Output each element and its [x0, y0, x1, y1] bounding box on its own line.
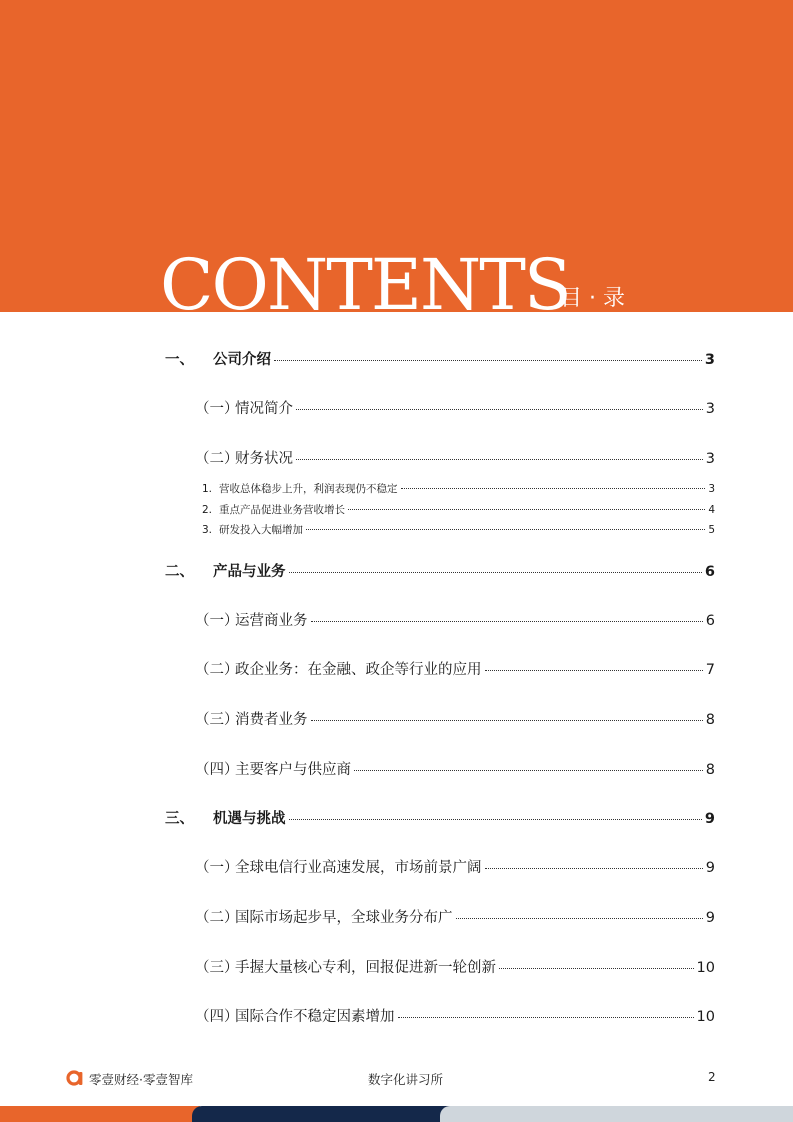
toc-entry-number: 1.	[202, 483, 213, 495]
toc-leader-dots	[499, 968, 694, 969]
toc-leader-dots	[289, 572, 702, 573]
toc-entry-page: 8	[705, 762, 715, 778]
toc-entry[interactable]	[165, 348, 715, 369]
toc-entry-number: （三）	[195, 960, 239, 976]
toc-entry-label: 主要客户与供应商	[235, 762, 351, 778]
toc-leader-dots	[296, 409, 703, 410]
toc-entry-label: 国际市场起步早，全球业务分布广	[235, 910, 453, 926]
toc-entry-label: 研发投入大幅增加	[219, 524, 303, 536]
toc-entry-label: 营收总体稳步上升，利润表现仍不稳定	[219, 483, 398, 495]
toc-entry-label: 重点产品促进业务营收增长	[219, 504, 345, 516]
toc-entry[interactable]	[195, 609, 715, 630]
toc-entry-page: 3	[705, 401, 715, 417]
toc-entry[interactable]	[202, 522, 715, 537]
toc-entry-label: 国际合作不稳定因素增加	[235, 1009, 395, 1025]
toc-leader-dots	[289, 819, 702, 820]
toc-entry-page: 4	[708, 504, 715, 516]
toc-entry-label: 情况简介	[235, 401, 293, 417]
toc-entry-label: 手握大量核心专利，回报促进新一轮创新	[235, 960, 496, 976]
footer-strip-orange	[0, 1106, 200, 1122]
footer-brand: 零壹财经·零壹智库	[89, 1072, 193, 1087]
toc-entry-page: 3	[705, 451, 715, 467]
toc-entry[interactable]	[195, 906, 715, 927]
toc-entry-number: （二）	[195, 662, 239, 678]
contents-subtitle-cn: 目 · 录	[560, 286, 625, 311]
toc-entry-label: 财务状况	[235, 451, 293, 467]
toc-entry-number: 三、	[165, 811, 194, 827]
toc-entry-label: 全球电信行业高速发展，市场前景广阔	[235, 860, 482, 876]
toc-entry-number: （二）	[195, 451, 239, 467]
toc-entry[interactable]	[195, 956, 715, 977]
toc-entry-page: 3	[708, 483, 715, 495]
toc-entry-label: 消费者业务	[235, 712, 308, 728]
toc-entry-page: 8	[705, 712, 715, 728]
toc-leader-dots	[485, 670, 703, 671]
toc-entry-number: （三）	[195, 712, 239, 728]
toc-leader-dots	[354, 770, 703, 771]
footer-strip-navy	[192, 1106, 457, 1122]
page-number: 2	[708, 1070, 716, 1084]
toc-entry-number: 2.	[202, 504, 213, 516]
toc-entry-number: 二、	[165, 564, 194, 580]
toc-entry-page: 9	[705, 910, 715, 926]
footer-strip-grey	[440, 1106, 793, 1122]
toc-entry[interactable]	[195, 758, 715, 779]
toc-leader-dots	[401, 488, 706, 489]
toc-entry-page: 6	[704, 564, 715, 580]
toc-entry-number: 一、	[165, 352, 194, 368]
toc-entry-label: 运营商业务	[235, 613, 308, 629]
toc-entry[interactable]	[195, 1005, 715, 1026]
toc-entry-page: 6	[705, 613, 715, 629]
toc-entry-label: 政企业务：在金融、政企等行业的应用	[235, 662, 482, 678]
toc-leader-dots	[456, 918, 703, 919]
toc-entry-number: 3.	[202, 524, 213, 536]
toc-entry-number: （四）	[195, 762, 239, 778]
toc-entry[interactable]	[195, 856, 715, 877]
toc-entry[interactable]	[195, 397, 715, 418]
toc-leader-dots	[398, 1017, 694, 1018]
toc-entry-page: 10	[696, 960, 715, 976]
toc-entry[interactable]	[165, 807, 715, 828]
toc-entry[interactable]	[195, 658, 715, 679]
contents-title: CONTENTS	[160, 244, 570, 326]
toc-leader-dots	[348, 509, 705, 510]
toc-entry-page: 9	[705, 860, 715, 876]
a-logo-icon	[66, 1069, 84, 1087]
toc-entry[interactable]	[202, 502, 715, 517]
toc-entry-number: （一）	[195, 860, 239, 876]
toc-entry-page: 7	[705, 662, 715, 678]
toc-entry-page: 9	[704, 811, 715, 827]
toc-entry[interactable]	[195, 708, 715, 729]
toc-leader-dots	[306, 529, 705, 530]
toc-entry-number: （一）	[195, 613, 239, 629]
toc-leader-dots	[296, 459, 703, 460]
toc-leader-dots	[311, 621, 703, 622]
toc-entry-number: （一）	[195, 401, 239, 417]
footer-center-text: 数字化讲习所	[368, 1072, 444, 1087]
toc-entry-number: （四）	[195, 1009, 239, 1025]
toc-entry-number: （二）	[195, 910, 239, 926]
toc-entry-label: 公司介绍	[213, 352, 271, 368]
toc-leader-dots	[311, 720, 703, 721]
toc-entry-label: 机遇与挑战	[213, 811, 286, 827]
toc-entry-page: 10	[696, 1009, 715, 1025]
toc-leader-dots	[485, 868, 703, 869]
toc-entry-page: 3	[704, 352, 715, 368]
toc-entry-page: 5	[708, 524, 715, 536]
toc-entry[interactable]	[195, 447, 715, 468]
toc-leader-dots	[274, 360, 702, 361]
toc-entry[interactable]	[202, 481, 715, 496]
toc-entry[interactable]	[165, 560, 715, 581]
toc-entry-label: 产品与业务	[213, 564, 286, 580]
